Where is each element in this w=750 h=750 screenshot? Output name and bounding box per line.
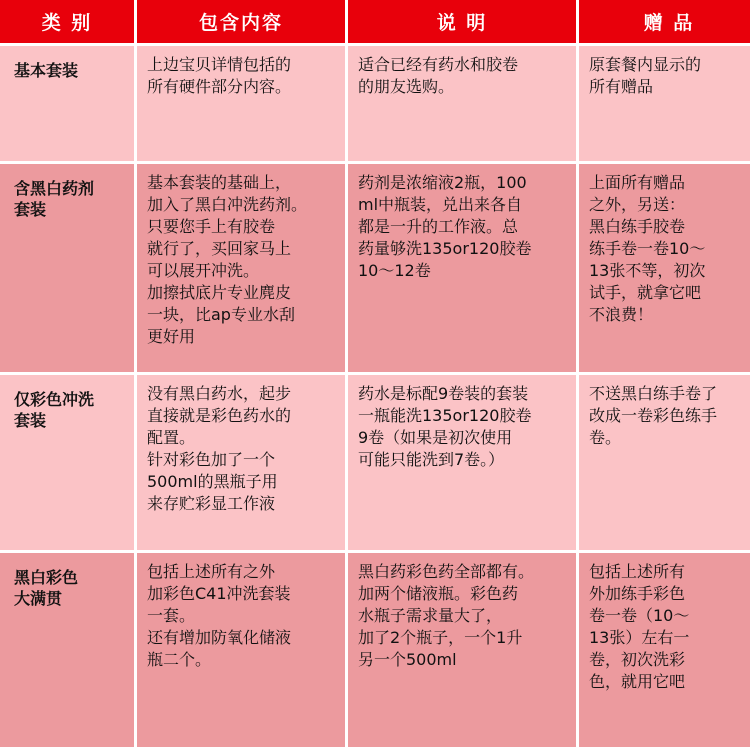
header-note: 说 明 — [348, 0, 576, 46]
row-basic-gift: 原套餐内显示的 所有赠品 — [579, 46, 750, 164]
row-color-gift: 不送黑白练手卷了 改成一卷彩色练手 卷。 — [579, 375, 750, 553]
header-content: 包含内容 — [137, 0, 345, 46]
row-full-note: 黑白药彩色药全部都有。 加两个储液瓶。彩色药 水瓶子需求量大了， 加了2个瓶子，一个1升 另一个500ml — [348, 553, 576, 750]
row-bw-content: 基本套装的基础上， 加入了黑白冲洗药剂。 只要您手上有胶卷 就行了，买回家马上 可以展开冲洗。 加擦拭底片专业麂皮 一块，比ap专业水刮 更好用 — [137, 164, 345, 375]
row-full-gift: 包括上述所有 外加练手彩色 卷一卷（10～ 13张）左右一 卷，初次洗彩 色，就用它吧 — [579, 553, 750, 750]
row-color-note: 药水是标配9卷装的套装 一瓶能洗135or120胶卷 9卷（如果是初次使用 可能只能洗到7卷。） — [348, 375, 576, 553]
row-basic-note: 适合已经有药水和胶卷 的朋友选购。 — [348, 46, 576, 164]
row-full-content: 包括上述所有之外 加彩色C41冲洗套装 一套。 还有增加防氧化储液 瓶二个。 — [137, 553, 345, 750]
row-bw-category: 含黑白药剂 套装 — [0, 164, 134, 375]
header-gift: 赠 品 — [579, 0, 750, 46]
row-basic-category: 基本套装 — [0, 46, 134, 164]
row-bw-note: 药剂是浓缩液2瓶，100 ml中瓶装，兑出来各自 都是一升的工作液。总 药量够洗135or120胶卷 10～12卷 — [348, 164, 576, 375]
row-basic-content: 上边宝贝详情包括的 所有硬件部分内容。 — [137, 46, 345, 164]
row-bw-gift: 上面所有赠品 之外，另送： 黑白练手胶卷 练手卷一卷10～ 13张不等，初次 试手，就拿它吧 不浪费！ — [579, 164, 750, 375]
row-color-content: 没有黑白药水，起步 直接就是彩色药水的 配置。 针对彩色加了一个 500ml的黑瓶子用 来存贮彩显工作液 — [137, 375, 345, 553]
header-category: 类 别 — [0, 0, 134, 46]
row-full-category: 黑白彩色 大满贯 — [0, 553, 134, 750]
row-color-category: 仅彩色冲洗 套装 — [0, 375, 134, 553]
